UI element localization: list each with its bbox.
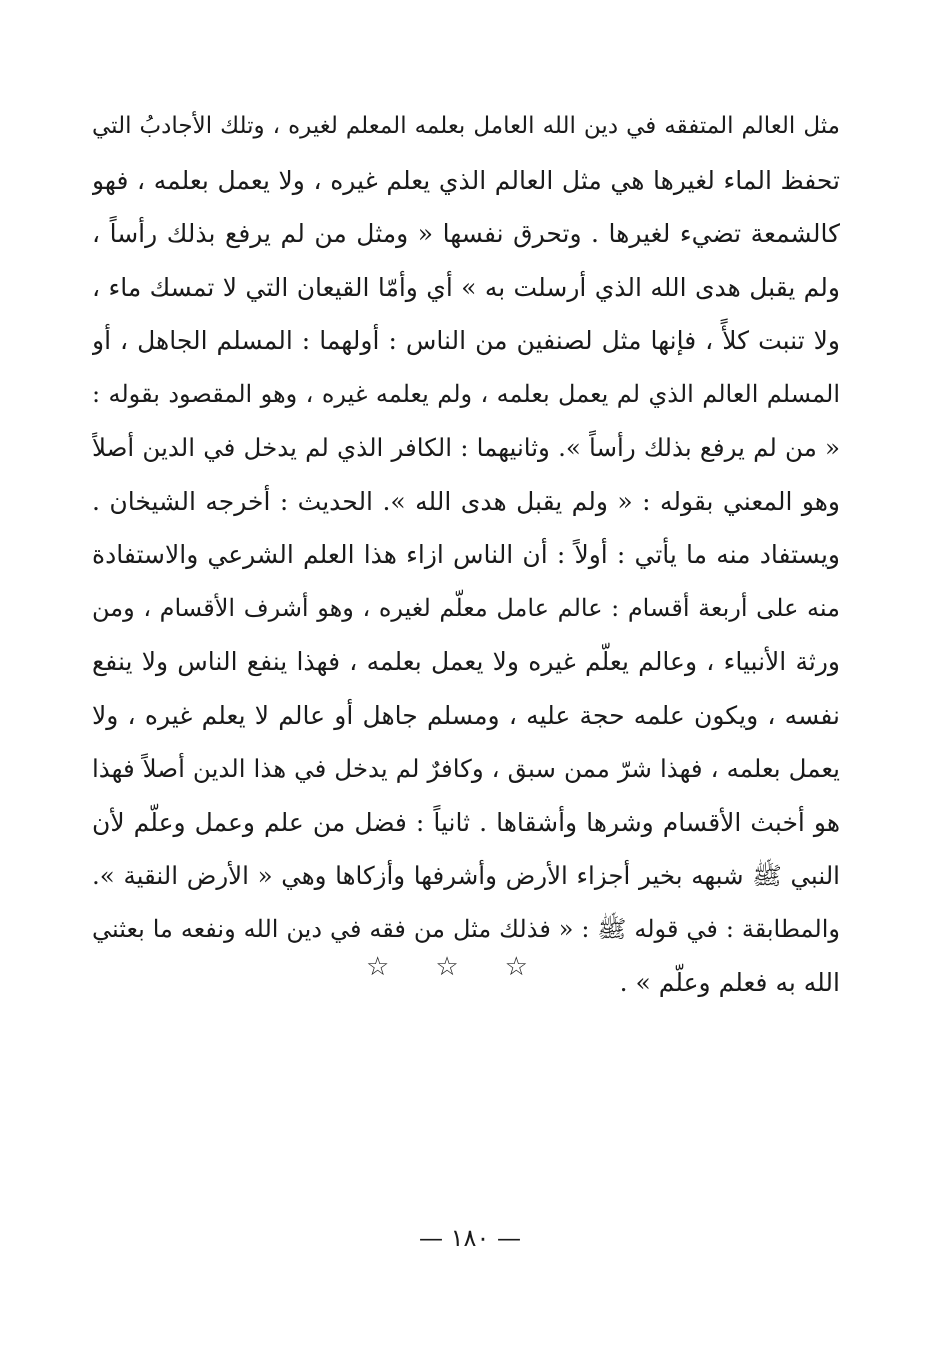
text-line: « من لم يرفع بذلك رأساً ». وثانيهما : الكافر الذي لم يدخل في الدين أصلاً — [92, 433, 840, 462]
text-line: مثل العالم المتفقه في دين الله العامل بعلمه المعلم لغيره ، وتلك الأجادبُ التي — [92, 113, 840, 139]
body-text — [92, 100, 840, 1010]
text-line: يعمل بعلمه ، فهذا شرّ ممن سبق ، وكافرٌ لم يدخل في هذا الدين أصلاً فهذا — [92, 754, 840, 783]
page-number: — ١٨٠ — — [419, 1224, 521, 1252]
text-line: النبي ﷺ شبهه بخير أجزاء الأرض وأشرفها وأزكاها وهي « الأرض النقية ». — [92, 861, 840, 890]
text-line: وهو المعني بقوله : « ولم يقبل هدى الله ». الحديث : أخرجه الشيخان . — [92, 486, 840, 516]
star-icon: ☆ — [504, 952, 574, 982]
text-line: ولم يقبل هدى الله الذي أرسلت به » أي وأمّا القيعان التي لا تمسك ماء ، — [92, 272, 840, 302]
text-line: تحفظ الماء لغيرها هي مثل العالم الذي يعلم غيره ، ولا يعمل بعلمه ، فهو — [92, 165, 840, 195]
text-line: ويستفاد منه ما يأتي : أولاً : أن الناس ازاء هذا العلم الشرعي والاستفادة — [92, 540, 840, 569]
section-separator — [0, 952, 940, 982]
text-line-final: الله به فعلم وعلّم » . — [619, 968, 840, 997]
text-line: نفسه ، ويكون علمه حجة عليه ، ومسلم جاهل أو عالم لا يعلم غيره ، ولا — [92, 700, 840, 730]
text-line: والمطابقة : في قوله ﷺ : « فذلك مثل من فقه في دين الله ونفعه ما بعثني — [92, 914, 840, 943]
text-line: المسلم العالم الذي لم يعمل بعلمه ، ولم يعلمه غيره ، وهو المقصود بقوله : — [92, 379, 840, 408]
star-icon: ☆ — [435, 952, 505, 982]
star-icon: ☆ — [366, 952, 436, 982]
text-line: ولا تنبت كلأً ، فإنها مثل لصنفين من الناس : أولهما : المسلم الجاهل ، أو — [92, 326, 840, 355]
text-line: هو أخبث الأقسام وشرها وأشقاها . ثانياً : فضل من علم وعمل وعلّم لأن — [92, 807, 840, 837]
text-line: ورثة الأنبياء ، وعالم يعلّم غيره ولا يعمل بعلمه ، فهذا ينفع الناس ولا ينفع — [92, 647, 840, 676]
text-line: منه على أربعة أقسام : عالم عامل معلّم لغيره ، وهو أشرف الأقسام ، ومن — [92, 593, 840, 622]
text-line: كالشمعة تضيء لغيرها . وتحرق نفسها « ومثل من لم يرفع بذلك رأساً ، — [92, 219, 840, 248]
